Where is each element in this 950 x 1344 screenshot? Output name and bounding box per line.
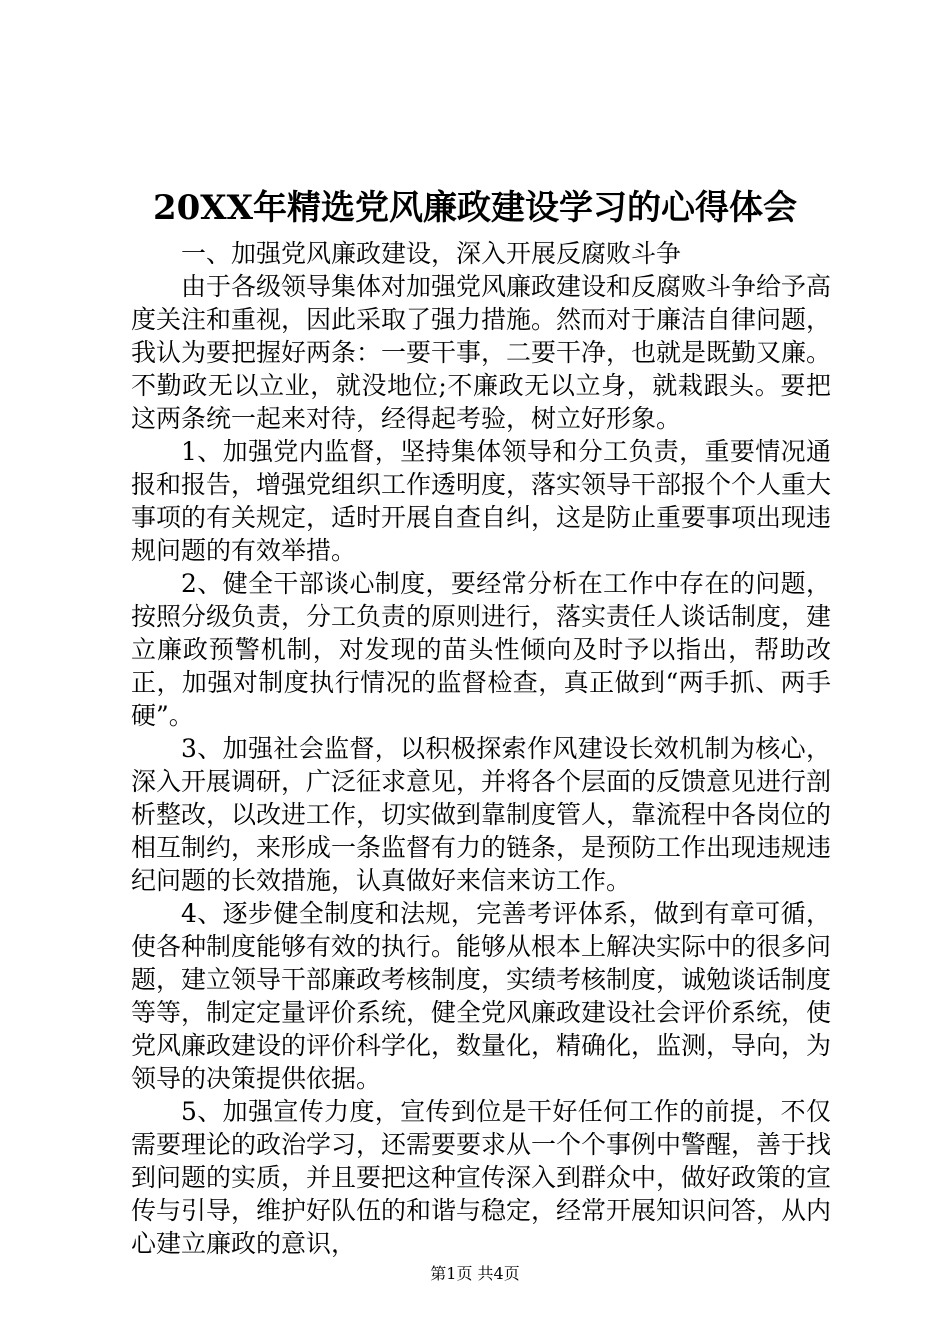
- section-heading: 一、加强党风廉政建设，深入开展反腐败斗争: [181, 239, 682, 268]
- page-footer: 第1页 共4页: [430, 1264, 520, 1283]
- paragraph-item-1: 1、加强党内监督，坚持集体领导和分工负责，重要情况通报和报告，增强党组织工作透明度，落实领导干部报个个人重大事项的有关规定，适时开展自查自纠，这是防止重要事项出现违规问题的有效举措。: [131, 437, 832, 565]
- document-title: 20XX年精选党风廉政建设学习的心得体会: [152, 188, 798, 228]
- intro-paragraph: 由于各级领导集体对加强党风廉政建设和反腐败斗争给予高度关注和重视，因此采取了强力措施。然而对于廉洁自律问题，我认为要把握好两条：一要干事，二要干净，也就是既勤又廉。不勤政无以立业，就没地位;不廉政无以立身，就栽跟头。要把这两条统一起来对待，经得起考验，树立好形象。: [131, 272, 832, 433]
- paragraph-item-5: 5、加强宣传力度，宣传到位是干好任何工作的前提，不仅需要理论的政治学习，还需要要求从一个个事例中警醒，善于找到问题的实质，并且要把这种宣传深入到群众中，做好政策的宣传与引导，维护好队伍的和谐与稳定，经常开展知识问答，从内心建立廉政的意识，: [131, 1097, 832, 1258]
- paragraph-item-2: 2、健全干部谈心制度，要经常分析在工作中存在的问题，按照分级负责，分工负责的原则进行，落实责任人谈话制度，建立廉政预警机制，对发现的苗头性倾向及时予以指出，帮助改正，加强对制度执行情况的监督检查，真正做到“两手抓、两手硬”。: [131, 569, 832, 730]
- paragraph-item-3: 3、加强社会监督，以积极探索作风建设长效机制为核心，深入开展调研，广泛征求意见，并将各个层面的反馈意见进行剖析整改，以改进工作，切实做到靠制度管人，靠流程中各岗位的相互制约，来形成一条监督有力的链条，是预防工作出现违规违纪问题的长效措施，认真做好来信来访工作。: [131, 734, 832, 895]
- paragraph-item-4: 4、逐步健全制度和法规，完善考评体系，做到有章可循，使各种制度能够有效的执行。能够从根本上解决实际中的很多问题，建立领导干部廉政考核制度，实绩考核制度，诚勉谈话制度等等，制定定量评价系统，健全党风廉政建设社会评价系统，使党风廉政建设的评价科学化，数量化，精确化，监测，导向，为领导的决策提供依据。: [131, 899, 832, 1093]
- document-body: [131, 237, 831, 1260]
